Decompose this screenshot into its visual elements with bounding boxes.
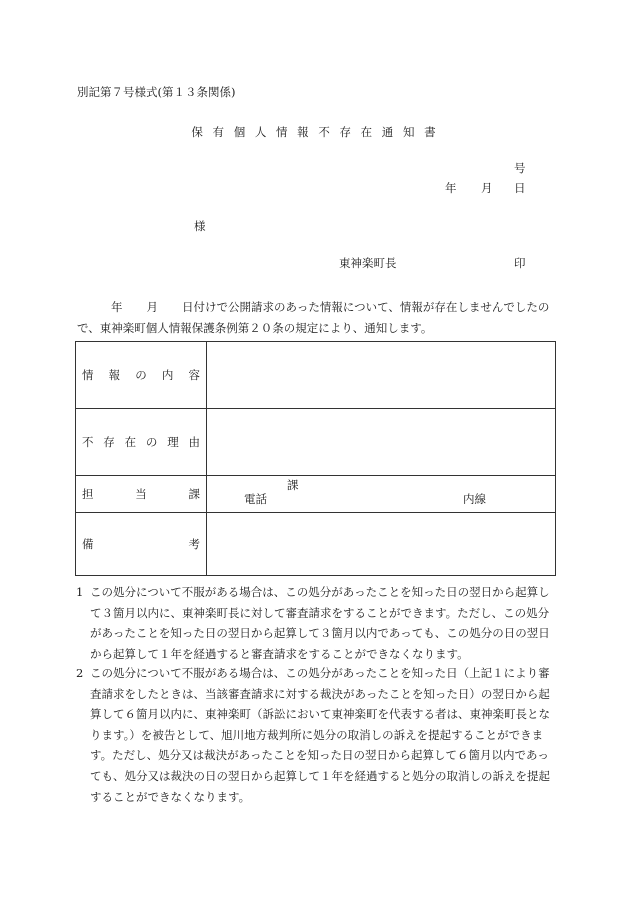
section-suffix: 課 bbox=[287, 478, 299, 492]
intro-text: 日付けで公開請求のあった情報について、情報が存在しませんでしたので、東神楽町個人情報保護条例第２０条の規定により、通知します。 bbox=[77, 300, 550, 335]
intro-month-label: 月 bbox=[146, 300, 158, 314]
table-row bbox=[76, 513, 556, 576]
label-char: 理 bbox=[167, 435, 179, 449]
label-char: 担 bbox=[82, 487, 94, 501]
date-month-label: 月 bbox=[481, 181, 493, 195]
label-responsible-section bbox=[76, 476, 207, 513]
label-char: 不 bbox=[82, 435, 94, 449]
label-char: 在 bbox=[124, 435, 137, 449]
note-number: 1 bbox=[76, 585, 84, 599]
table-row bbox=[76, 342, 556, 409]
label-char: の bbox=[135, 368, 147, 382]
table-row bbox=[76, 476, 556, 513]
note-number: 2 bbox=[76, 666, 84, 680]
label-char: 報 bbox=[108, 368, 121, 382]
label-char: 容 bbox=[188, 368, 200, 382]
note-item bbox=[76, 663, 558, 807]
document-title: 保 有 個 人 情 報 不 存 在 通 知 書 bbox=[191, 125, 439, 139]
label-char: 情 bbox=[82, 368, 94, 382]
label-char: 当 bbox=[135, 487, 147, 501]
note-item bbox=[76, 582, 558, 664]
label-info-content bbox=[76, 342, 207, 409]
info-content-field[interactable] bbox=[207, 342, 556, 409]
seal-mark: 印 bbox=[514, 256, 526, 270]
addressee-suffix: 様 bbox=[194, 219, 206, 233]
note-text: この処分について不服がある場合は、この処分があったことを知った日（上記１により審査請求をしたときは、当該審査請求に対する裁決があったことを知った日）の翌日から起算して６箇月以内に、東神楽町（訴訟において東神楽町を代表する者は、東神楽町長となります。）を被告として、旭川地方裁判所に処分の取消しの訴えを提起することができます。ただし、処分又は裁決があったことを知った日の翌日から起算して６箇月以内であっても、処分又は裁決の日の翌日から起算して１年を経過すると処分の取消しの訴えを提起することができなくなります。 bbox=[90, 666, 550, 804]
form-label: 別記第７号様式(第１３条関係) bbox=[77, 85, 236, 99]
date-day-label: 日 bbox=[514, 181, 526, 195]
label-char: 課 bbox=[188, 487, 200, 501]
date-year-label: 年 bbox=[445, 181, 457, 195]
info-table bbox=[75, 341, 556, 576]
label-nonexistence-reason bbox=[76, 409, 207, 476]
extension-label: 内線 bbox=[463, 492, 486, 506]
nonexistence-reason-field[interactable] bbox=[207, 409, 556, 476]
phone-label: 電話 bbox=[244, 492, 267, 506]
label-char: の bbox=[145, 435, 158, 449]
label-char: 由 bbox=[188, 435, 200, 449]
note-text: この処分について不服がある場合は、この処分があったことを知った日の翌日から起算して３箇月以内に、東神楽町長に対して審査請求をすることができます。ただし、この処分があったことを知った日の翌日から起算して３箇月以内であっても、この処分の日の翌日から起算して１年を経過すると審査請求をすることができなくなります。 bbox=[90, 585, 550, 661]
label-remarks bbox=[76, 513, 207, 576]
intro-paragraph bbox=[77, 297, 557, 339]
responsible-section-field[interactable] bbox=[207, 476, 556, 513]
label-char: 存 bbox=[103, 435, 115, 449]
label-char: 内 bbox=[161, 368, 174, 382]
label-char: 考 bbox=[188, 537, 200, 551]
label-char: 備 bbox=[82, 537, 94, 551]
table-row bbox=[76, 409, 556, 476]
remarks-field[interactable] bbox=[207, 513, 556, 576]
document-number-label: 号 bbox=[514, 161, 526, 175]
issuer-name: 東神楽町長 bbox=[339, 256, 397, 270]
intro-year-label: 年 bbox=[111, 300, 123, 314]
